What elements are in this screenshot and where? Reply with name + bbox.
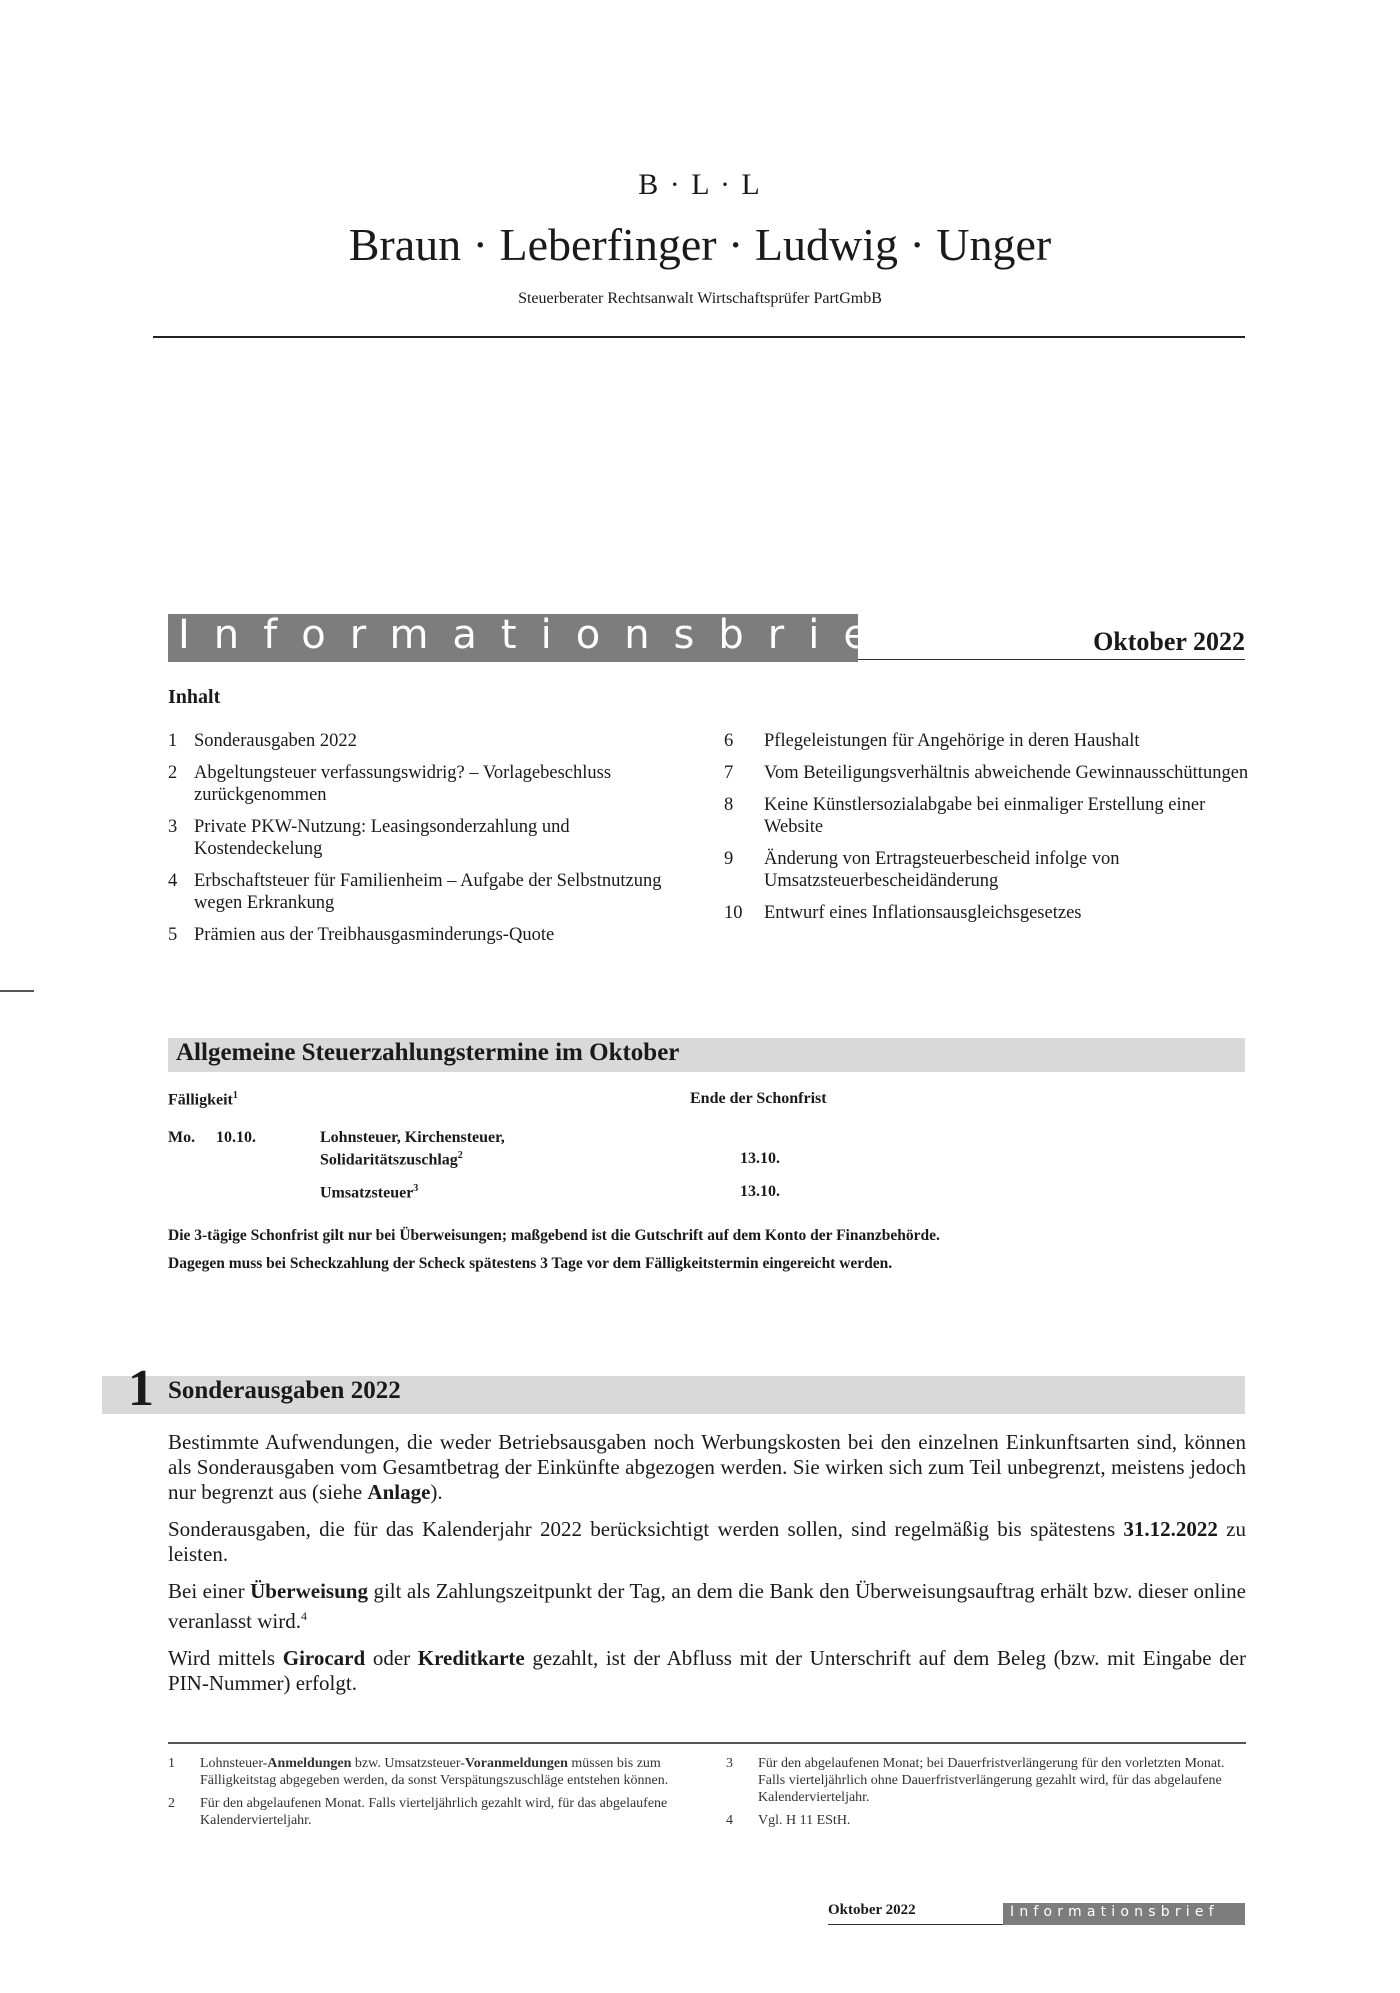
firm-name: Braun · Leberfinger · Ludwig · Unger — [348, 219, 1052, 270]
paragraph-text: oder — [365, 1646, 418, 1670]
footnote-number: 3 — [726, 1756, 733, 1771]
section-number: 1 — [128, 1360, 154, 1417]
toc-item-number: 4 — [168, 871, 178, 891]
toc-item[interactable] — [724, 762, 1254, 784]
paragraph-text: Wird mittels — [168, 1646, 283, 1670]
footnote-text: Für den abgelaufenen Monat. Falls vierteljährlich gezahlt wird, für das abgelaufene Kalendervierteljahr. — [200, 1796, 668, 1828]
paragraph-text: zu leisten. — [168, 1517, 1246, 1566]
tax-entry-line: Lohnsteuer, Kirchensteuer, — [320, 1129, 505, 1146]
footnote — [168, 1795, 688, 1829]
toc-item-number: 6 — [724, 731, 734, 751]
footnote-ref: 1 — [232, 1090, 238, 1101]
toc-item-label: Private PKW-Nutzung: Leasingsonderzahlung und Kostendeckelung — [194, 817, 570, 859]
footnotes-right — [726, 1755, 1246, 1835]
paragraph-text: gezahlt, ist der Abfluss mit der Unterschrift auf dem Beleg (bzw. mit Eingabe der PIN-Nummer) erfolgt. — [168, 1646, 1246, 1695]
section-body — [168, 1430, 1246, 1708]
emphasis: Anlage — [367, 1480, 431, 1504]
emphasis: Überweisung — [250, 1579, 368, 1603]
tax-entry-text: Solidaritätszuschlag — [320, 1151, 458, 1169]
toc-left-column — [168, 730, 698, 956]
toc-item-number: 10 — [724, 903, 743, 923]
footer-date: Oktober 2022 — [828, 1902, 916, 1918]
section-title: Sonderausgaben 2022 — [168, 1377, 401, 1404]
due-weekday: Mo. — [168, 1129, 196, 1146]
paragraph — [168, 1646, 1246, 1696]
emphasis: Anmeldungen — [267, 1756, 352, 1771]
grace-column-header: Ende der Schonfrist — [690, 1090, 827, 1107]
footer-banner-title: Informationsbrief — [1010, 1904, 1219, 1920]
footnote-text: Vgl. H 11 EStH. — [758, 1813, 851, 1828]
toc-item-label: Erbschaftsteuer für Familienheim – Aufgabe der Selbstnutzung wegen Erkrankung — [194, 871, 662, 913]
grace-date: 13.10. — [740, 1183, 780, 1200]
toc-item[interactable] — [168, 924, 698, 946]
tax-entry-text: Umsatzsteuer — [320, 1184, 414, 1202]
footnote-ref: 3 — [413, 1183, 419, 1194]
firm-subtitle: Steuerberater Rechtsanwalt Wirtschaftsprüfer PartGmbB — [518, 290, 882, 307]
toc-item[interactable] — [724, 730, 1254, 752]
footnote — [726, 1755, 1246, 1806]
paragraph — [168, 1579, 1246, 1634]
tax-note — [168, 1222, 1248, 1278]
toc-item-label: Keine Künstlersozialabgabe bei einmaliger Erstellung einer Website — [764, 795, 1206, 837]
banner-title: Informationsbrief — [178, 612, 931, 658]
footnote — [726, 1812, 1246, 1829]
fold-mark — [0, 990, 34, 992]
tax-note-line: Dagegen muss bei Scheckzahlung der Scheck spätestens 3 Tage vor dem Fälligkeitstermin eingereicht werden. — [168, 1255, 893, 1272]
emphasis: Kreditkarte — [417, 1646, 525, 1670]
footnote-text: Für den abgelaufenen Monat; bei Dauerfristverlängerung für den vorletzten Monat. Falls vierteljährlich ohne Dauerfristverlängerung gezahlt wird, für das abgelaufene Kalendervierteljahr. — [758, 1756, 1225, 1805]
tax-note-line: Die 3-tägige Schonfrist gilt nur bei Überweisungen; maßgebend ist die Gutschrift auf dem Konto der Finanzbehörde. — [168, 1227, 940, 1244]
toc-title: Inhalt — [168, 686, 221, 708]
footnote — [168, 1755, 688, 1789]
paragraph-text: gilt als Zahlungszeitpunkt der Tag, an dem die Bank den Überweisungsauftrag erhält bzw. dieser online veranlasst wird. — [168, 1579, 1246, 1633]
toc-item-number: 8 — [724, 795, 734, 815]
footnote-ref: 4 — [300, 1609, 307, 1623]
toc-item-label: Pflegeleistungen für Angehörige in deren Haushalt — [764, 731, 1140, 751]
footnote-text: bzw. Umsatzsteuer- — [351, 1756, 465, 1771]
toc-item[interactable] — [724, 848, 1254, 892]
footnote-number: 2 — [168, 1796, 175, 1811]
toc-item[interactable] — [724, 902, 1254, 924]
tax-section-title: Allgemeine Steuerzahlungstermine im Oktober — [176, 1039, 680, 1066]
banner-divider — [858, 659, 1245, 660]
toc-item-label: Abgeltungsteuer verfassungswidrig? – Vorlagebeschluss zurückgenommen — [194, 763, 612, 805]
paragraph — [168, 1430, 1246, 1505]
header-divider — [153, 336, 1245, 338]
toc-item-label: Prämien aus der Treibhausgasminderungs-Quote — [194, 925, 555, 945]
tax-entry-line — [320, 1150, 463, 1169]
footnotes-left — [168, 1755, 688, 1835]
grace-date: 13.10. — [740, 1150, 780, 1167]
toc-item-number: 3 — [168, 817, 178, 837]
toc-item-number: 2 — [168, 763, 178, 783]
paragraph-text: Bestimmte Aufwendungen, die weder Betriebsausgaben noch Werbungskosten bei den einzelnen Einkunftsarten sind, können als Sonderausgaben vom Gesamtbetrag der Einkünfte abgezogen werden. Sie wirken sich zum Teil unbegrenzt, meistens jedoch nur begrenzt aus (siehe — [168, 1430, 1246, 1504]
emphasis: 31.12.2022 — [1123, 1517, 1218, 1541]
firm-logo: B · L · L — [638, 168, 762, 201]
due-column-header — [168, 1090, 238, 1109]
footnote-divider — [168, 1742, 1246, 1744]
toc-item[interactable] — [168, 870, 698, 914]
footnote-text: Lohnsteuer- — [200, 1756, 268, 1771]
footnote-number: 1 — [168, 1756, 175, 1771]
due-column-label: Fälligkeit — [168, 1091, 233, 1109]
toc-item-label: Sonderausgaben 2022 — [194, 731, 357, 751]
toc-item-number: 7 — [724, 763, 734, 783]
toc-item-label: Änderung von Ertragsteuerbescheid infolge von Umsatzsteuerbescheidänderung — [764, 849, 1120, 891]
toc-right-column — [724, 730, 1254, 934]
paragraph-text: Bei einer — [168, 1579, 251, 1603]
paragraph — [168, 1517, 1246, 1567]
footnote-text: müssen bis zum Fälligkeitstag abgegeben werden, da sonst Verspätungszuschläge entstehen können. — [200, 1756, 669, 1788]
toc-item[interactable] — [168, 730, 698, 752]
due-date: 10.10. — [216, 1129, 256, 1146]
emphasis: Voranmeldungen — [464, 1756, 568, 1771]
paragraph-text: ). — [430, 1480, 443, 1504]
toc-item-label: Entwurf eines Inflationsausgleichsgesetzes — [764, 903, 1082, 923]
toc-item-number: 5 — [168, 925, 178, 945]
footer-divider — [828, 1924, 1003, 1925]
footnote-ref: 2 — [457, 1150, 463, 1161]
toc-item-label: Vom Beteiligungsverhältnis abweichende Gewinnausschüttungen — [764, 763, 1249, 783]
toc-item[interactable] — [168, 762, 698, 806]
emphasis: Girocard — [282, 1646, 366, 1670]
tax-entry-line — [320, 1183, 418, 1202]
issue-date: Oktober 2022 — [1093, 627, 1245, 656]
footnote-number: 4 — [726, 1813, 733, 1828]
toc-item-number: 1 — [168, 731, 178, 751]
toc-item[interactable] — [168, 816, 698, 860]
paragraph-text: Sonderausgaben, die für das Kalenderjahr 2022 berücksichtigt werden sollen, sind regelmäßig bis spätestens — [168, 1517, 1124, 1541]
toc-item-number: 9 — [724, 849, 734, 869]
toc-item[interactable] — [724, 794, 1254, 838]
